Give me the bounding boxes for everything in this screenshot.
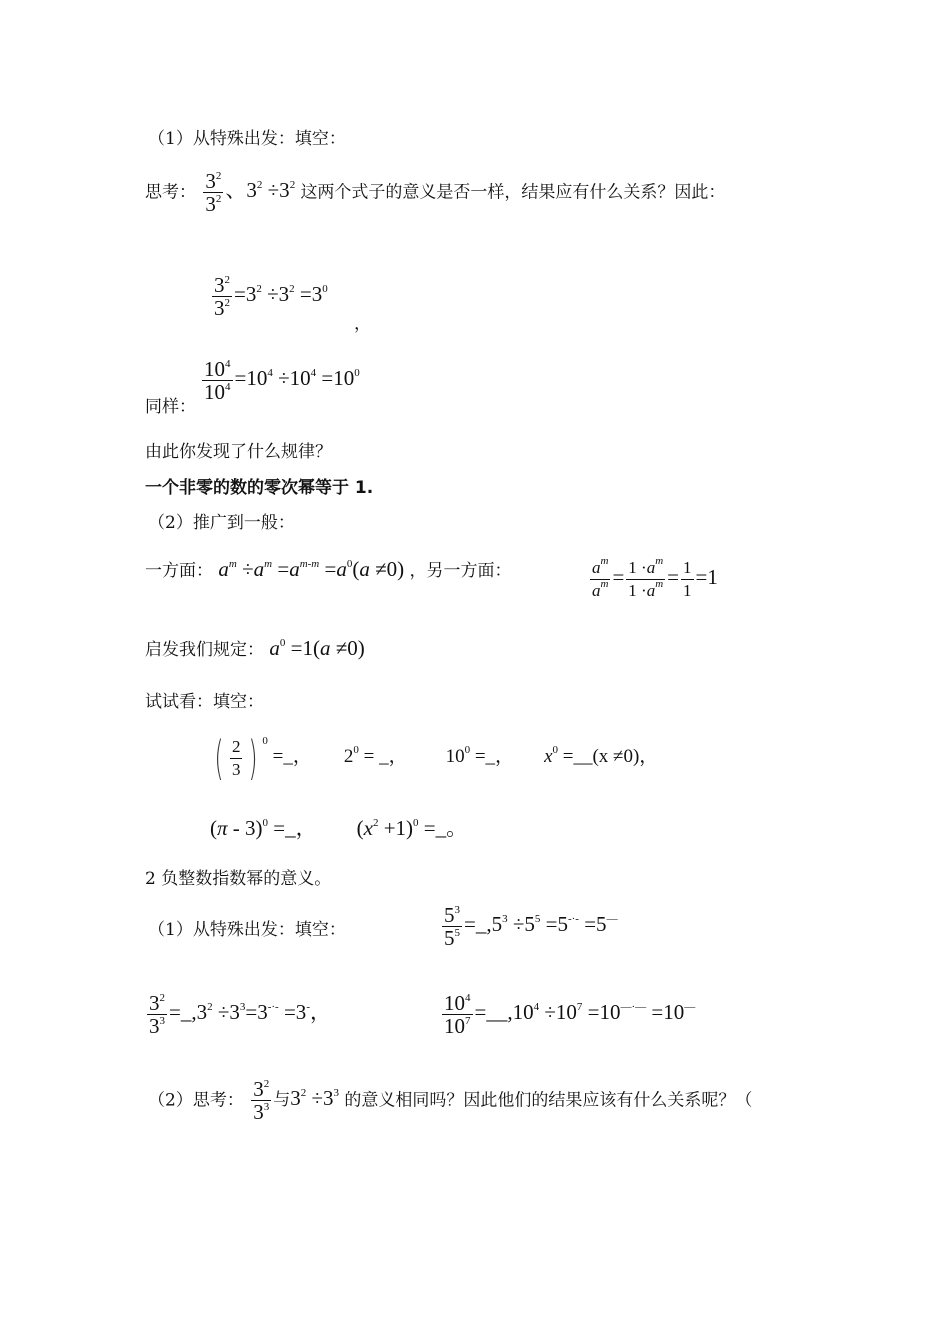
think-text: 这两个式子的意义是否一样，结果应有什么关系？因此： <box>300 182 726 203</box>
formula-10-zero: $\frac{10^4}{10^4}$ $=10^4 \div 10^4 =10^0$ <box>204 357 360 404</box>
same-label: 同样： <box>145 397 196 417</box>
formula-3-power: $\frac{3^2}{3^3}$ $=\_,3^2 \div 3^3=3^{-\cdot-} =3^-$， <box>149 991 331 1038</box>
exercise-row-1: ( $\frac{2}{3}$ ) $^0$ =_， $2^0$ = _， $10^0$ =_， $x^0$ =__(x ≠0)， <box>214 731 659 785</box>
zero-power-rule: 一个非零的数的零次幂等于 1. <box>145 478 374 498</box>
one-side-line <box>145 557 512 583</box>
other-side-formula: $\frac{a^m}{a^m}$ = $\frac{1 \cdot a^m}{1 \cdot a^m}$ = $\frac{1}{1}$ =1 <box>592 555 718 600</box>
one-side-label: 一方面： <box>145 561 213 581</box>
try-it-label: 试试看：填空： <box>145 692 264 712</box>
exercise-row-2: (π - 3)$^0$ =_， $(x^2 +1)^0$ =_。 <box>210 816 468 840</box>
one-side-formula: $a^m \div a^m =a^{m-m} =a^0(a \ne 0)$ <box>218 557 405 581</box>
section-2b-text: 的意义相同吗？因此他们的结果应该有什么关系呢？（ <box>344 1090 753 1111</box>
section-2b-line <box>148 1078 752 1123</box>
negative-exponent-heading: 2 负整数指数幂的意义。 <box>145 869 332 889</box>
section-1-heading: （1）从特殊出发：填空： <box>148 129 346 149</box>
section-1b-heading: （1）从特殊出发：填空： <box>148 920 346 940</box>
definition-formula: $a^0 =1(a \ne 0)$ <box>269 636 365 660</box>
section-2b-label: （2）思考： <box>148 1090 244 1111</box>
yu-char: 与 <box>273 1090 291 1110</box>
formula-comma: ， <box>354 314 371 334</box>
inspire-label: 启发我们规定： <box>145 640 264 660</box>
discover-question: 由此你发现了什么规律？ <box>145 442 332 462</box>
formula-3-zero: $\frac{3^2}{3^2}$ $=3^2 \div 3^2 =3^0$ <box>214 273 328 320</box>
other-side-label: ，另一方面： <box>409 561 512 581</box>
think-label: 思考： <box>145 182 196 203</box>
formula-10-power: $\frac{10^4}{10^7}$ $=\_\_,10^4 \div 10^7 =10^{—\cdot—} =10^—$ <box>444 991 696 1038</box>
think-line <box>145 170 725 215</box>
section-2-heading: （2）推广到一般： <box>148 513 295 533</box>
inspire-line <box>145 636 365 662</box>
section-2b-formula: $\frac{3^2}{3^3}$ 与$3^2 \div 3^3$ <box>253 1077 340 1124</box>
think-formula: $\frac{3^2}{3^2}$ 、$3^2 \div 3^2$ <box>205 169 296 216</box>
formula-5-power: $\frac{5^3}{5^5}$ $=\_,5^3 \div 5^5 =5^{-\cdot-} =5^—$ <box>444 903 618 950</box>
